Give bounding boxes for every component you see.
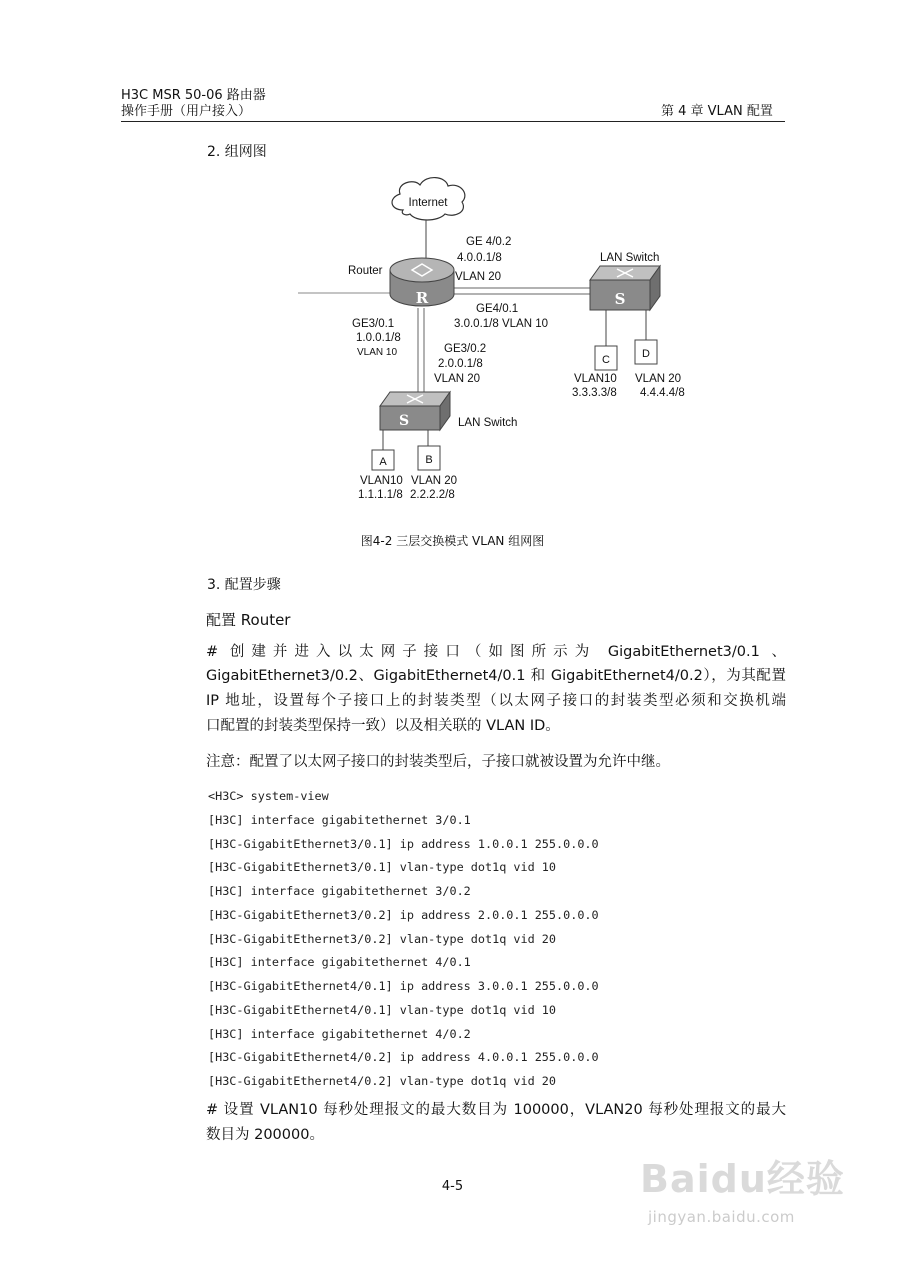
ge302-ip: 2.0.0.1/8 — [438, 358, 483, 370]
para2-line2: 数目为 200000。 — [206, 1127, 324, 1143]
router-label: Router — [348, 265, 383, 277]
para1-line1: # 创建并进入以太网子接口（如图所示为 GigabitEthernet3/0.1 、 — [206, 644, 786, 660]
ge402-label: GE 4/0.2 — [466, 236, 512, 248]
host-b-ip: 2.2.2.2/8 — [410, 489, 455, 501]
section-steps-heading: 3. 配置步骤 — [207, 577, 281, 593]
baidu-watermark-logo: Baidu经验 — [640, 1157, 845, 1201]
code-line: [H3C] interface gigabitethernet 3/0.1 — [208, 812, 471, 827]
code-line: [H3C-GigabitEthernet4/0.2] vlan-type dot1q vid 20 — [208, 1074, 557, 1088]
switch-right-letter: S — [614, 290, 626, 308]
ge402-ip: 4.0.0.1/8 — [457, 252, 502, 264]
header-product: H3C MSR 50-06 路由器 — [121, 88, 266, 103]
router-icon — [390, 258, 454, 307]
header-manual: 操作手册（用户接入） — [121, 104, 252, 119]
code-line: [H3C-GigabitEthernet3/0.1] ip address 1.0.0.1 255.0.0.0 — [208, 836, 599, 851]
lan-switch-bottom-icon — [380, 392, 450, 430]
lan-switch-right-icon — [590, 266, 660, 310]
code-block — [208, 785, 599, 1094]
config-router-heading: 配置 Router — [206, 611, 291, 629]
code-line: [H3C-GigabitEthernet3/0.2] vlan-type dot1q vid 20 — [208, 931, 557, 946]
ge402-vlan: VLAN 20 — [455, 271, 502, 283]
network-diagram — [290, 170, 710, 510]
ge302-label: GE3/0.2 — [444, 343, 487, 355]
host-c-label: C — [602, 354, 610, 366]
host-c-vlan: VLAN10 — [574, 373, 617, 385]
para1-line3: IP 地址，设置每个子接口上的封装类型（以太网子接口的封装类型必须和交换机端 — [206, 693, 786, 709]
baidu-watermark — [640, 1148, 860, 1248]
internet-label: Internet — [408, 197, 448, 209]
lan-switch-bottom-label: LAN Switch — [458, 417, 518, 429]
code-line: [H3C-GigabitEthernet3/0.1] vlan-type dot1q vid 10 — [208, 860, 557, 875]
ge302-vlan: VLAN 20 — [434, 373, 481, 385]
host-d-label: D — [642, 348, 650, 360]
router-icon-letter: R — [415, 289, 429, 307]
code-line: <H3C> system-view — [208, 789, 329, 803]
host-d-ip: 4.4.4.4/8 — [640, 387, 685, 399]
host-b-label: B — [425, 454, 433, 466]
baidu-watermark-url: jingyan.baidu.com — [648, 1208, 795, 1226]
ge301-vlan: VLAN 10 — [357, 347, 398, 358]
host-a-label: A — [379, 456, 387, 468]
host-a-vlan: VLAN10 — [360, 475, 403, 487]
host-d-vlan: VLAN 20 — [635, 373, 682, 385]
note-text: 注意：配置了以太网子接口的封装类型后，子接口就被设置为允许中继。 — [206, 754, 670, 770]
header-divider — [121, 121, 785, 122]
figure-caption: 图4-2 三层交换模式 VLAN 组网图 — [360, 534, 545, 548]
ge401-ipvlan: 3.0.0.1/8 VLAN 10 — [454, 318, 548, 330]
para1-line2: GigabitEthernet3/0.2、GigabitEthernet4/0.1 和 GigabitEthernet4/0.2），为其配置 — [206, 668, 786, 684]
code-line: [H3C-GigabitEthernet3/0.2] ip address 2.0.0.1 255.0.0.0 — [208, 907, 599, 922]
code-line: [H3C-GigabitEthernet4/0.1] ip address 3.0.0.1 255.0.0.0 — [208, 979, 599, 993]
ge301-ip: 1.0.0.1/8 — [356, 332, 401, 344]
code-line: [H3C] interface gigabitethernet 4/0.2 — [208, 1026, 471, 1041]
code-line: [H3C] interface gigabitethernet 4/0.1 — [208, 955, 471, 970]
code-line: [H3C-GigabitEthernet4/0.2] ip address 4.0.0.1 255.0.0.0 — [208, 1050, 599, 1065]
lan-switch-right-label: LAN Switch — [600, 252, 660, 264]
code-line: [H3C] interface gigabitethernet 3/0.2 — [208, 884, 471, 898]
host-c-ip: 3.3.3.3/8 — [572, 387, 617, 399]
para2-line1: # 设置 VLAN10 每秒处理报文的最大数目为 100000，VLAN20 每秒处理报文的最大 — [206, 1102, 786, 1118]
host-a-ip: 1.1.1.1/8 — [358, 489, 403, 501]
ge301-label: GE3/0.1 — [352, 318, 395, 330]
header-chapter: 第 4 章 VLAN 配置 — [661, 104, 773, 119]
section-topology-heading: 2. 组网图 — [207, 144, 267, 160]
ge401-label: GE4/0.1 — [476, 303, 519, 315]
code-line: [H3C-GigabitEthernet4/0.1] vlan-type dot1q vid 10 — [208, 1002, 557, 1017]
host-b-vlan: VLAN 20 — [411, 475, 458, 487]
switch-bottom-letter: S — [398, 413, 410, 429]
para1-line4: 口配置的封装类型保持一致）以及相关联的 VLAN ID。 — [206, 718, 560, 734]
page-number: 4-5 — [441, 1179, 464, 1194]
